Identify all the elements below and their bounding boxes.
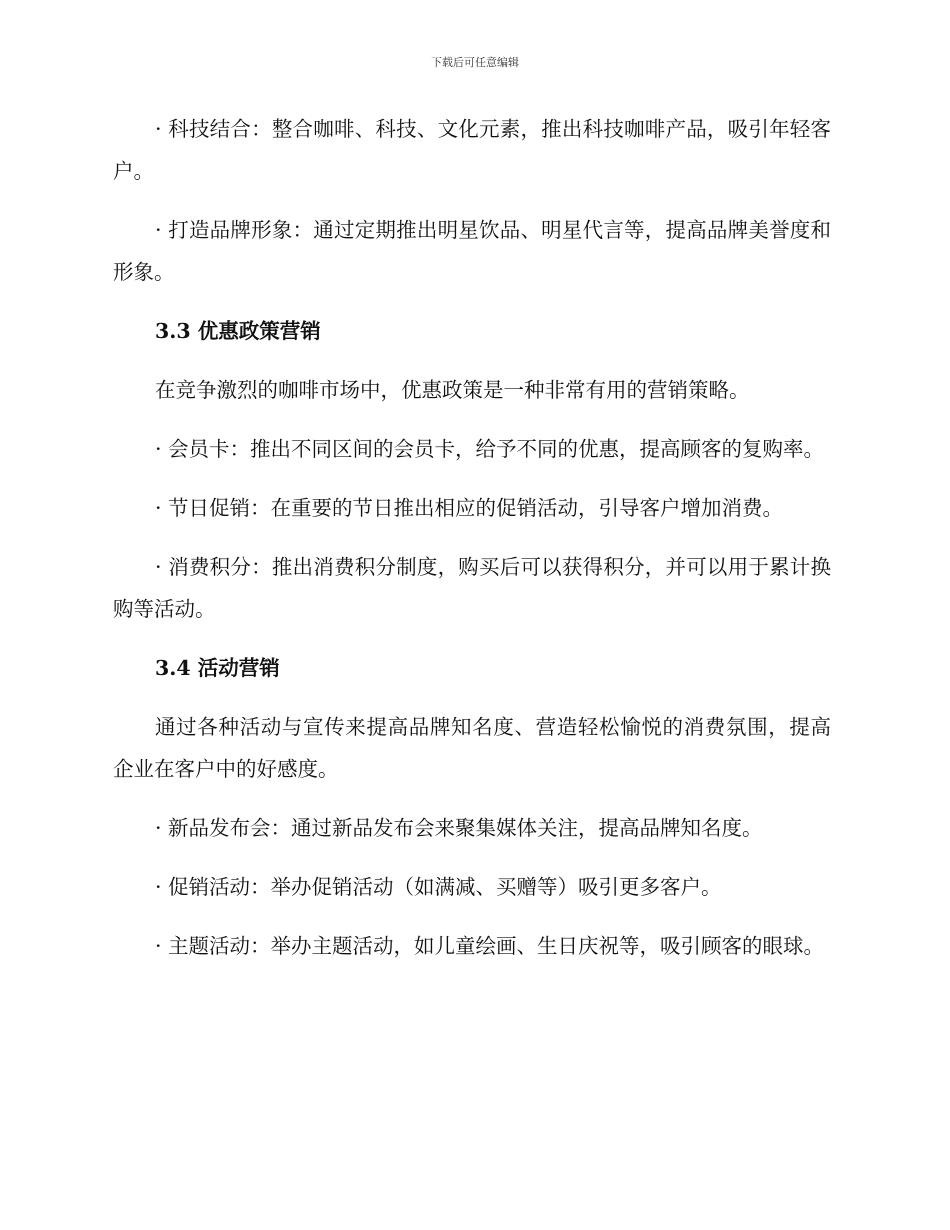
bullet-brand-image: · 打造品牌形象：通过定期推出明星饮品、明星代言等，提高品牌美誉度和形象。 — [113, 218, 831, 284]
intro-discount-marketing: 在竞争激烈的咖啡市场中，优惠政策是一种非常有用的营销策略。 — [155, 378, 750, 402]
bullet-product-launch: · 新品发布会：通过新品发布会来聚集媒体关注，提高品牌知名度。 — [155, 816, 763, 840]
bullet-promotion-events: · 促销活动：举办促销活动（如满减、买赠等）吸引更多客户。 — [155, 875, 722, 899]
header-note: 下载后可任意编辑 — [431, 56, 519, 69]
document-body — [113, 108, 831, 984]
bullet-themed-events: · 主题活动：举办主题活动，如儿童绘画、生日庆祝等，吸引顾客的眼球。 — [155, 934, 825, 958]
bullet-points-program: · 消费积分：推出消费积分制度，购买后可以获得积分，并可以用于累计换购等活动。 — [113, 555, 831, 621]
intro-event-marketing: 通过各种活动与宣传来提高品牌知名度、营造轻松愉悦的消费氛围，提高企业在客户中的好感度。 — [113, 715, 831, 781]
bullet-holiday-promotion: · 节日促销：在重要的节日推出相应的促销活动，引导客户增加消费。 — [155, 496, 784, 520]
section-heading-event-marketing: 3.4 活动营销 — [155, 656, 280, 680]
section-heading-discount-marketing: 3.3 优惠政策营销 — [155, 319, 321, 343]
bullet-tech-integration: · 科技结合：整合咖啡、科技、文化元素，推出科技咖啡产品，吸引年轻客户。 — [113, 117, 831, 183]
bullet-membership-card: · 会员卡：推出不同区间的会员卡，给予不同的优惠，提高顾客的复购率。 — [155, 437, 825, 461]
